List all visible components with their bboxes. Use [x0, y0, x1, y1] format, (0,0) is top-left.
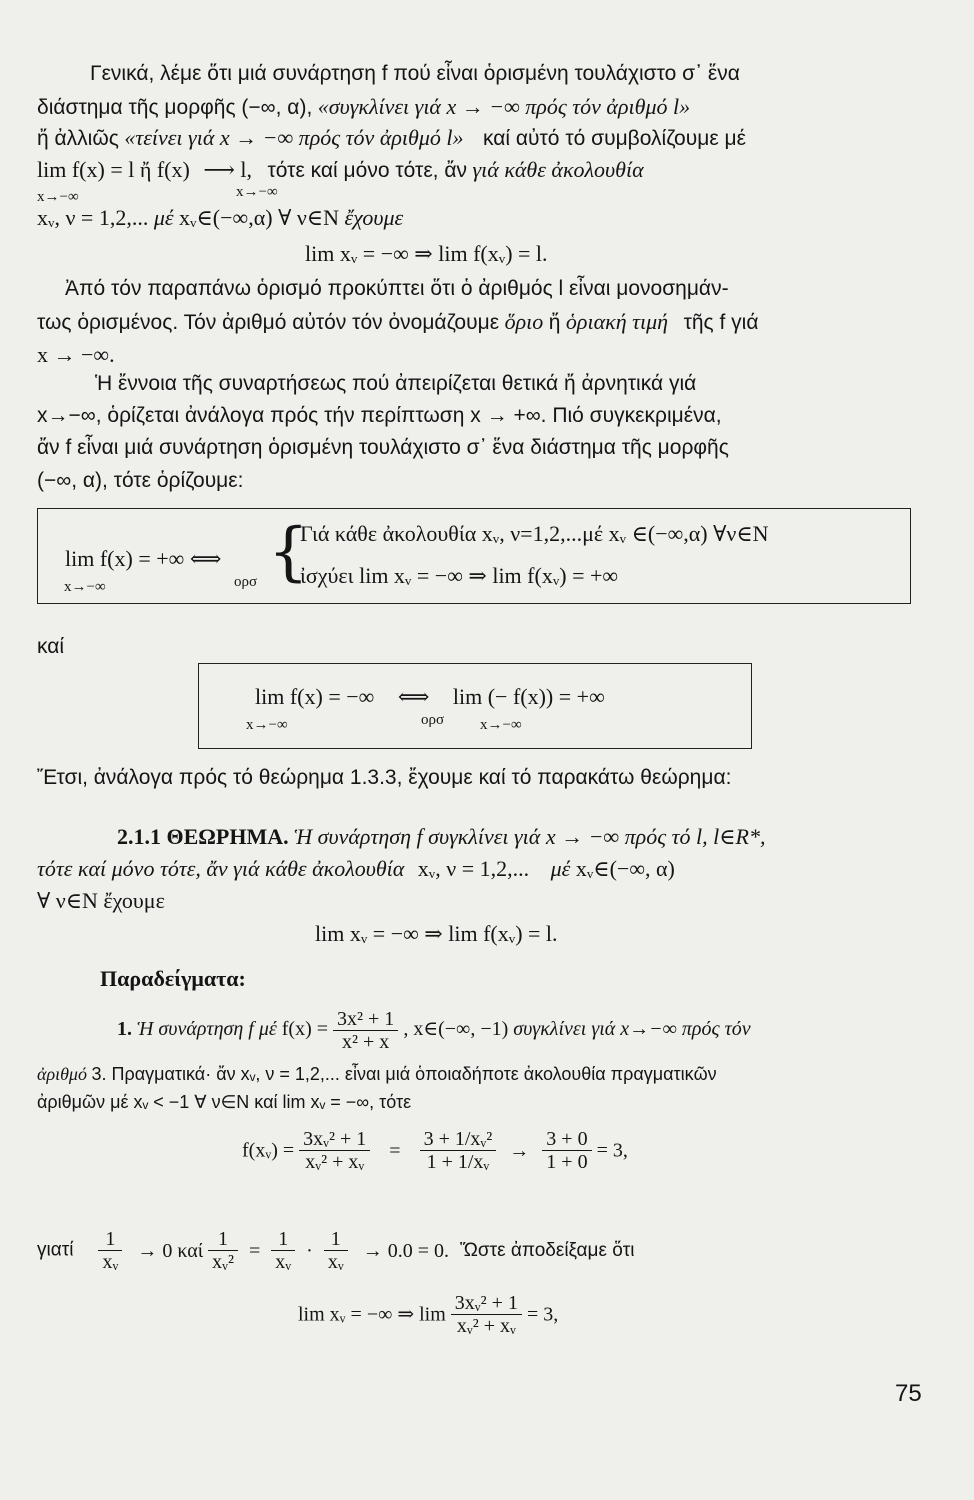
- curly-brace: {: [268, 515, 309, 589]
- box1-lhs: lim f(x) = +∞ ⟺: [65, 546, 222, 571]
- p3-line4: (−∞, α), τότε ὁρίζουμε:: [37, 469, 244, 492]
- p2-line1: Ἀπό τόν παραπάνω ὁρισμό προκύπτει ὅτι ὁ ἀριθμός l εἶναι μονοσημάν-: [65, 277, 729, 300]
- example1-line3: ἀριθμῶν μέ xᵥ < −1 ∀ ν∈N καί lim xᵥ = −∞, τότε: [37, 1092, 412, 1112]
- examples-heading: Παραδείγματα:: [100, 966, 246, 991]
- p3-line3: ἄν f εἶναι μιά συνάρτηση ὁρισμένη τουλάχιστο σ᾽ ἕνα διάστημα τῆς μορφῆς: [37, 436, 729, 459]
- arrow-subscript: x→−∞: [236, 184, 278, 200]
- example1-calculation: f(xᵥ) = $\frac{\text{3xᵥ² + 1}}{\text{xᵥ² + xᵥ}}$ = $\frac{\text{3 + 1/xᵥ²}}{\text{1 + 1/xᵥ}}$ → $\frac{3 + 0}{1 + 0}$ = 3,: [242, 1128, 628, 1173]
- theorem-line2: τότε καί μόνο τότε, ἄν γιά κάθε ἀκολουθία xᵥ, ν = 1,2,... μέ xᵥ∈(−∞, α): [37, 856, 675, 881]
- p3-line1: Ἡ ἔννοια τῆς συναρτήσεως πού ἀπειρίζεται θετικά ἤ ἀρνητικά γιά: [95, 372, 697, 395]
- box2-formula: lim f(x) = −∞ ⟺ lim (− f(x)) = +∞: [255, 684, 605, 709]
- example1-line1: 1. Ἡ συνάρτηση f μέ f(x) = $\frac{\text{3x² + 1}}{\text{x² + x}}$ , x∈(−∞, −1) συγκλίνει γιά x→−∞ πρός τόν: [117, 1008, 751, 1053]
- p1-line2: διάστημα τῆς μορφῆς (−∞, α), «συγκλίνει γιά x → −∞ πρός τόν ἀριθμό l»: [37, 94, 691, 119]
- p1-line4: lim f(x) = l ἤ f(x) ⟶ l, τότε καί μόνο τότε, ἄν γιά κάθε ἀκολουθία: [37, 157, 644, 182]
- p1-line3: ἤ ἀλλιῶς «τείνει γιά x → −∞ πρός τόν ἀριθμό l» καί αὐτό τό συμβολίζουμε μέ: [37, 125, 746, 150]
- box1-ors: ορσ: [234, 574, 258, 590]
- p1-formula: lim xᵥ = −∞ ⇒ lim f(xᵥ) = l.: [305, 241, 548, 266]
- example1-fraction: $\frac{\text{3x² + 1}}{\text{x² + x}}$: [333, 1008, 398, 1053]
- p1-line1: Γενικά, λέμε ὅτι μιά συνάρτηση f πού εἶναι ὁρισμένη τουλάχιστο σ᾽ ἕνα: [90, 62, 740, 85]
- box1-row2: ἰσχύει lim xᵥ = −∞ ⇒ lim f(xᵥ) = +∞: [300, 563, 619, 588]
- lim-subscript: x→−∞: [37, 189, 79, 205]
- theorem-line1: 2.1.1 ΘΕΩΡΗΜΑ. Ἡ συνάρτηση f συγκλίνει γιά x → −∞ πρός τό l, l∈R*,: [117, 824, 766, 849]
- box2-ors: ορσ: [421, 712, 445, 728]
- page-number: 75: [895, 1380, 922, 1407]
- example1-conclusion: lim xᵥ = −∞ ⇒ lim $\frac{\text{3xᵥ² + 1}}{\text{xᵥ² + xᵥ}}$ = 3,: [298, 1292, 559, 1337]
- theorem-formula: lim xᵥ = −∞ ⇒ lim f(xᵥ) = l.: [315, 921, 558, 946]
- p1-line5: xᵥ, ν = 1,2,... μέ xᵥ∈(−∞,α) ∀ ν∈N ἔχουμε: [37, 205, 404, 230]
- p4: Ἔτσι, ἀνάλογα πρός τό θεώρημα 1.3.3, ἔχουμε καί τό παρακάτω θεώρημα:: [37, 766, 732, 789]
- box2-sub1: x→−∞: [246, 717, 288, 733]
- p2-line2: τως ὁρισμένος. Τόν ἀριθμό αὐτόν τόν ὀνομάζουμε ὅριο ἤ ὁριακή τιμή τῆς f γιά: [37, 309, 759, 334]
- box2-sub2: x→−∞: [480, 717, 522, 733]
- conjunction-kai: καί: [37, 635, 65, 658]
- theorem-line3: ∀ ν∈N ἔχουμε: [37, 888, 165, 913]
- example1-line2: ἀριθμό 3. Πραγματικά· ἄν xᵥ, ν = 1,2,... εἶναι μιά ὁποιαδήποτε ἀκολουθία πραγματικῶν: [37, 1064, 717, 1084]
- example1-why: γιατί $\frac{1}{\text{xᵥ}}$ → 0 καί $\frac{1}{\text{xᵥ²}}$ = $\frac{1}{\text{xᵥ}}$ · $\frac{1}{\text{xᵥ}}$ → 0.0 = 0. Ὥστε ἀποδείξαμε ὅτι: [37, 1228, 635, 1273]
- p3-line2: x→−∞, ὁρίζεται ἀνάλογα πρός τήν περίπτωση x → +∞. Πιό συγκεκριμένα,: [37, 404, 722, 427]
- box1-row1: Γιά κάθε ἀκολουθία xᵥ, ν=1,2,...μέ xᵥ ∈(−∞,α) ∀ν∈N: [300, 521, 769, 546]
- box1-lhs-subscript: x→−∞: [64, 579, 106, 595]
- p2-line3: x → −∞.: [37, 342, 115, 367]
